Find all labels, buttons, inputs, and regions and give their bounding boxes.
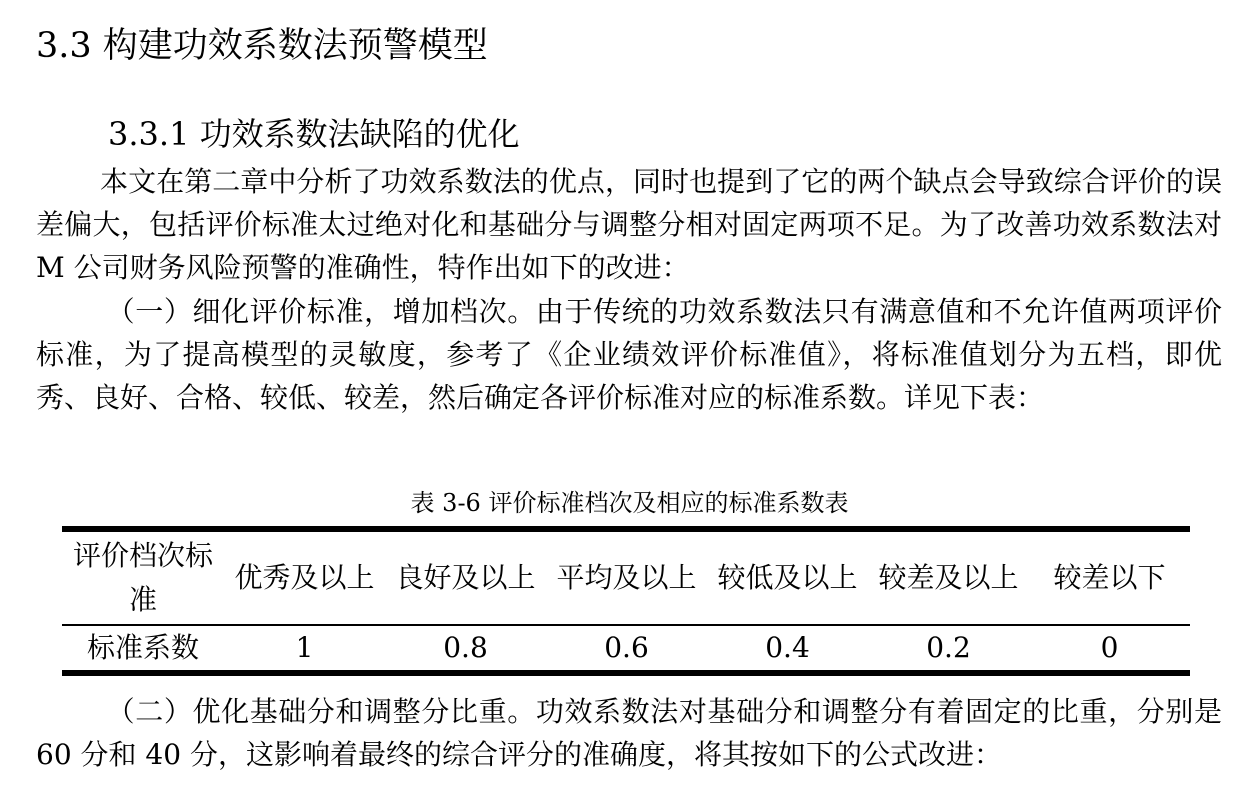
table-cell: 标准系数: [86, 631, 199, 664]
standard-coefficient-table: [62, 526, 1190, 676]
table-header-cell: 评价档次标准: [62, 529, 224, 625]
table-header-cell: 优秀及以上: [224, 529, 385, 625]
table-cell: 0.8: [443, 631, 488, 664]
table-header-cell: 较差及以上: [868, 529, 1029, 625]
paragraph-weights-text: （二）优化基础分和调整分比重。功效系数法对基础分和调整分有着固定的比重，分别是 60 分和 40 分，这影响着最终的综合评分的准确度，将其按如下的公式改进：: [36, 695, 1222, 771]
table-header-cell: 较差以下: [1029, 529, 1190, 625]
paragraph-standards: [36, 290, 1222, 419]
table-cell: 0.4: [765, 631, 810, 664]
table-header-cell: 较低及以上: [707, 529, 868, 625]
table-row: [62, 625, 1190, 673]
table-cell: 0.6: [604, 631, 649, 664]
paragraph-weights: [36, 690, 1222, 776]
table-header-cell: 良好及以上: [385, 529, 546, 625]
table-caption: 表 3-6 评价标准档次及相应的标准系数表: [410, 489, 849, 517]
paragraph-intro: [36, 160, 1222, 289]
paragraph-standards-text: （一）细化评价标准，增加档次。由于传统的功效系数法只有满意值和不允许值两项评价标准，为了提高模型的灵敏度，参考了《企业绩效评价标准值》，将标准值划分为五档，即优秀、良好、合格、较低、较差，然后确定各评价标准对应的标准系数。详见下表：: [36, 295, 1222, 414]
table-cell: 0: [1100, 631, 1119, 664]
paragraph-intro-text: 本文在第二章中分析了功效系数法的优点，同时也提到了它的两个缺点会导致综合评价的误差偏大，包括评价标准太过绝对化和基础分与调整分相对固定两项不足。为了改善功效系数法对 M 公司财务风险预警的准确性，特作出如下的改进：: [36, 165, 1222, 284]
table-header-cell: 平均及以上: [546, 529, 707, 625]
table-cell: 0.2: [926, 631, 971, 664]
subsection-heading: 3.3.1 功效系数法缺陷的优化: [108, 115, 520, 153]
table-cell: 1: [295, 631, 314, 664]
section-heading: 3.3 构建功效系数法预警模型: [36, 26, 488, 66]
table-header-row: [62, 529, 1190, 625]
